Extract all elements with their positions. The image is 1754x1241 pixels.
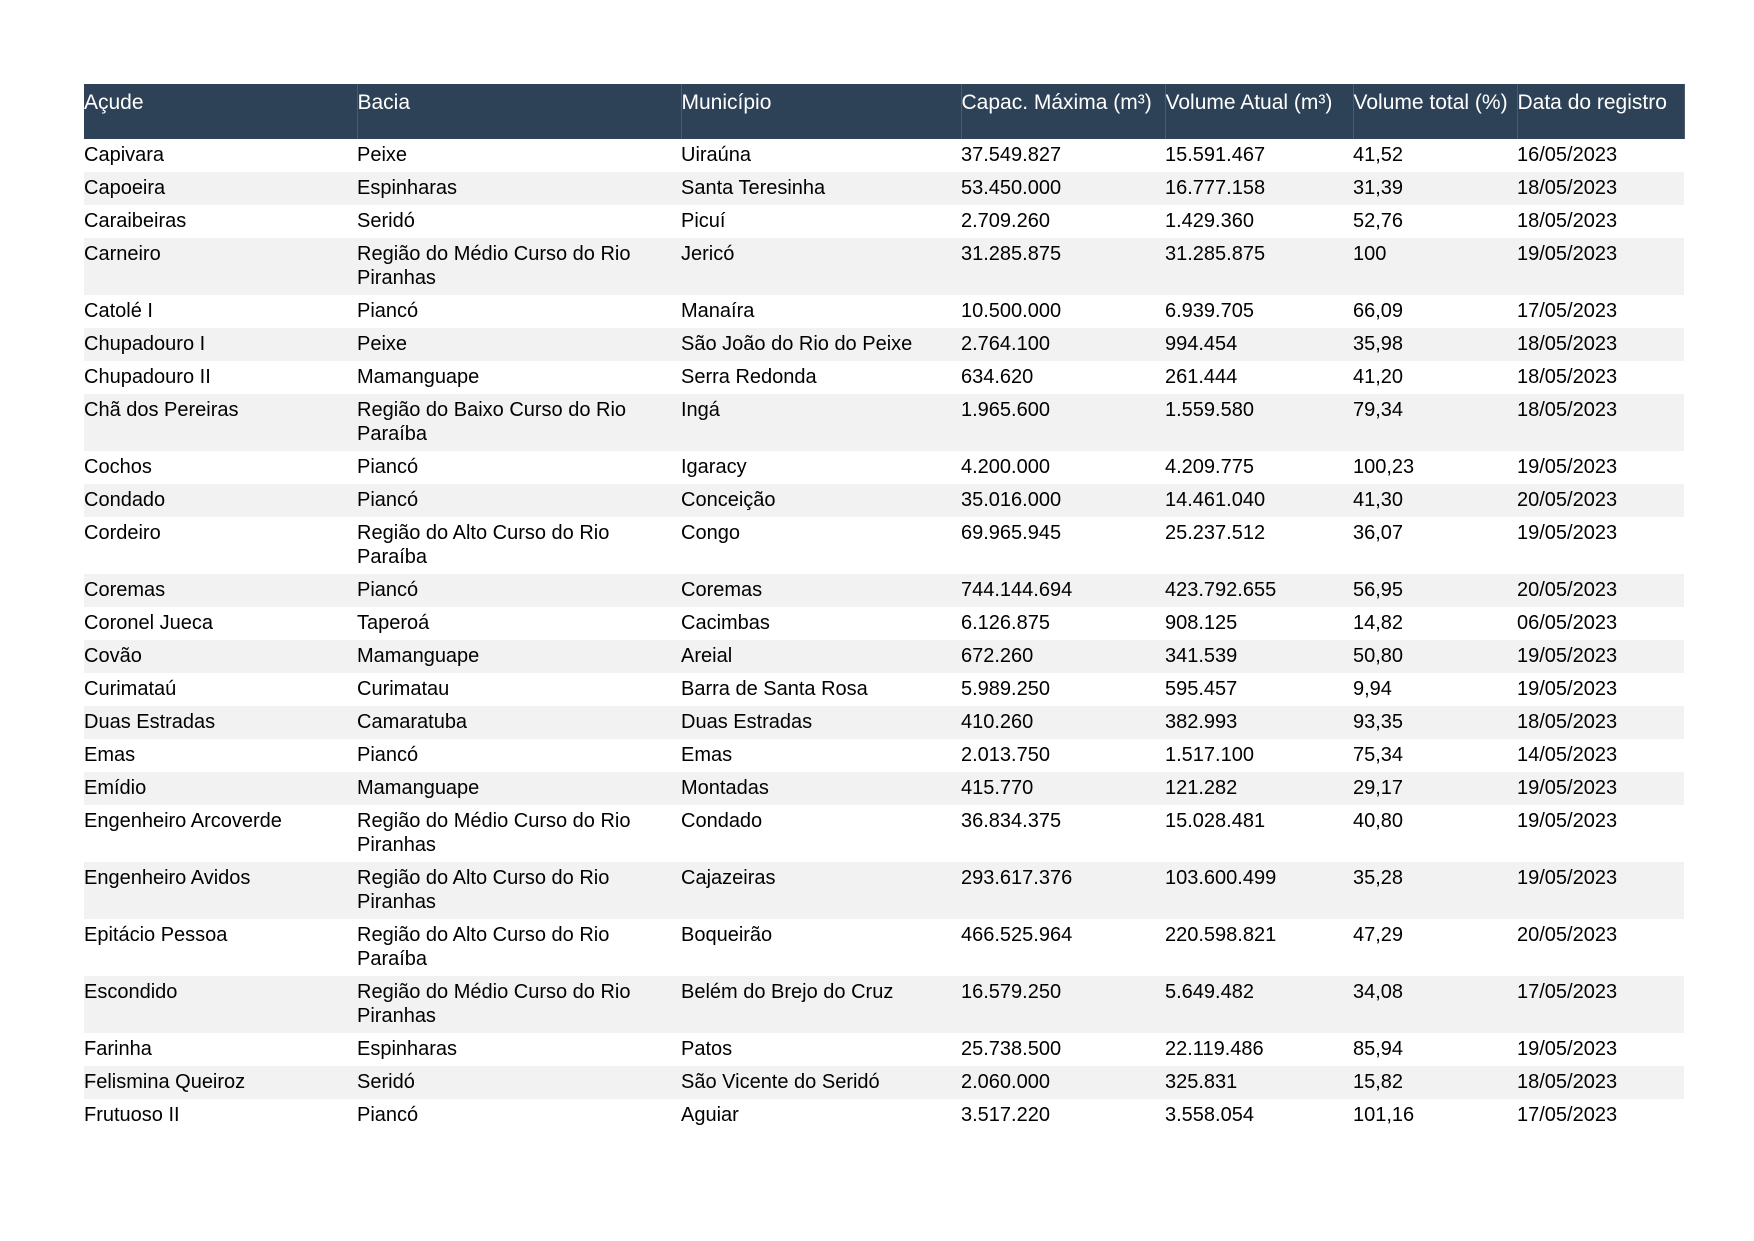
cell-volume-total: 47,29 — [1353, 924, 1404, 946]
cell-volume-atual: 261.444 — [1165, 366, 1238, 388]
cell-data-registro: 18/05/2023 — [1517, 399, 1618, 421]
cell-volume-total: 35,98 — [1353, 333, 1404, 355]
cell-volume-total: 40,80 — [1353, 810, 1404, 832]
cell-bacia: Taperoá — [357, 612, 430, 634]
cell-capacidade-maxima: 36.834.375 — [961, 810, 1062, 832]
cell-bacia: Seridó — [357, 210, 415, 232]
cell-bacia: Região do Médio Curso do Rio Piranhas — [357, 243, 631, 289]
cell-bacia: Mamanguape — [357, 366, 480, 388]
cell-volume-total: 15,82 — [1353, 1071, 1404, 1093]
cell-bacia: Espinharas — [357, 1038, 458, 1060]
table-row — [84, 139, 1684, 172]
cell-bacia: Seridó — [357, 1071, 415, 1093]
cell-acude: Engenheiro Avidos — [84, 867, 251, 889]
cell-volume-atual: 15.028.481 — [1165, 810, 1266, 832]
cell-capacidade-maxima: 466.525.964 — [961, 924, 1073, 946]
cell-acude: Chã dos Pereiras — [84, 399, 239, 421]
cell-volume-atual: 1.517.100 — [1165, 744, 1254, 766]
cell-volume-atual: 595.457 — [1165, 678, 1238, 700]
cell-bacia: Mamanguape — [357, 645, 480, 667]
cell-capacidade-maxima: 2.709.260 — [961, 210, 1050, 232]
cell-bacia: Região do Médio Curso do Rio Piranhas — [357, 810, 631, 856]
cell-capacidade-maxima: 2.013.750 — [961, 744, 1050, 766]
cell-capacidade-maxima: 2.764.100 — [961, 333, 1050, 355]
cell-municipio: Ingá — [681, 399, 720, 421]
cell-capacidade-maxima: 69.965.945 — [961, 522, 1062, 544]
cell-volume-atual: 25.237.512 — [1165, 522, 1266, 544]
table-row — [84, 328, 1684, 361]
cell-data-registro: 19/05/2023 — [1517, 522, 1618, 544]
cell-data-registro: 19/05/2023 — [1517, 1038, 1618, 1060]
cell-acude: Curimataú — [84, 678, 177, 700]
table-row — [84, 517, 1684, 574]
cell-volume-total: 66,09 — [1353, 300, 1404, 322]
cell-bacia: Região do Alto Curso do Rio Paraíba — [357, 522, 610, 568]
table-row — [84, 607, 1684, 640]
cell-acude: Cochos — [84, 456, 152, 478]
table-body — [84, 139, 1684, 1132]
cell-data-registro: 18/05/2023 — [1517, 177, 1618, 199]
cell-data-registro: 18/05/2023 — [1517, 210, 1618, 232]
cell-volume-atual: 14.461.040 — [1165, 489, 1266, 511]
cell-municipio: Conceição — [681, 489, 776, 511]
cell-volume-total: 34,08 — [1353, 981, 1404, 1003]
cell-data-registro: 17/05/2023 — [1517, 300, 1618, 322]
cell-bacia: Camaratuba — [357, 711, 468, 733]
cell-acude: Emas — [84, 744, 136, 766]
table-row — [84, 673, 1684, 706]
cell-capacidade-maxima: 10.500.000 — [961, 300, 1062, 322]
cell-bacia: Curimatau — [357, 678, 450, 700]
cell-bacia: Região do Alto Curso do Rio Paraíba — [357, 924, 610, 970]
cell-municipio: Patos — [681, 1038, 733, 1060]
cell-acude: Condado — [84, 489, 166, 511]
header-row — [84, 84, 1684, 139]
cell-bacia: Piancó — [357, 489, 419, 511]
table-row — [84, 919, 1684, 976]
cell-bacia: Espinharas — [357, 177, 458, 199]
cell-data-registro: 19/05/2023 — [1517, 456, 1618, 478]
cell-bacia: Peixe — [357, 333, 408, 355]
table-row — [84, 640, 1684, 673]
cell-data-registro: 19/05/2023 — [1517, 678, 1618, 700]
cell-volume-atual: 423.792.655 — [1165, 579, 1277, 601]
table-row — [84, 976, 1684, 1033]
cell-volume-atual: 4.209.775 — [1165, 456, 1254, 478]
reservoir-table-sheet — [84, 84, 1684, 1132]
cell-volume-total: 50,80 — [1353, 645, 1404, 667]
cell-volume-total: 35,28 — [1353, 867, 1404, 889]
cell-volume-total: 100,23 — [1353, 456, 1415, 478]
cell-acude: Felismina Queiroz — [84, 1071, 246, 1093]
cell-municipio: Belém do Brejo do Cruz — [681, 981, 894, 1003]
cell-municipio: São Vicente do Seridó — [681, 1071, 880, 1093]
cell-volume-atual: 325.831 — [1165, 1071, 1238, 1093]
table-row — [84, 805, 1684, 862]
cell-bacia: Peixe — [357, 144, 408, 166]
cell-data-registro: 18/05/2023 — [1517, 711, 1618, 733]
cell-volume-total: 41,20 — [1353, 366, 1404, 388]
cell-data-registro: 16/05/2023 — [1517, 144, 1618, 166]
cell-acude: Farinha — [84, 1038, 152, 1060]
cell-volume-total: 9,94 — [1353, 678, 1392, 700]
cell-volume-total: 79,34 — [1353, 399, 1404, 421]
table-row — [84, 484, 1684, 517]
header-bacia: Bacia — [357, 84, 681, 139]
cell-municipio: Coremas — [681, 579, 763, 601]
cell-data-registro: 19/05/2023 — [1517, 777, 1618, 799]
cell-data-registro: 18/05/2023 — [1517, 366, 1618, 388]
cell-volume-atual: 1.429.360 — [1165, 210, 1254, 232]
cell-data-registro: 19/05/2023 — [1517, 645, 1618, 667]
cell-municipio: Aguiar — [681, 1104, 739, 1126]
cell-volume-total: 93,35 — [1353, 711, 1404, 733]
cell-municipio: Santa Teresinha — [681, 177, 826, 199]
cell-data-registro: 18/05/2023 — [1517, 333, 1618, 355]
table-row — [84, 205, 1684, 238]
cell-volume-total: 36,07 — [1353, 522, 1404, 544]
table-row — [84, 1099, 1684, 1132]
cell-acude: Capivara — [84, 144, 165, 166]
cell-acude: Catolé I — [84, 300, 153, 322]
cell-acude: Capoeira — [84, 177, 166, 199]
table-row — [84, 706, 1684, 739]
cell-capacidade-maxima: 16.579.250 — [961, 981, 1062, 1003]
cell-volume-total: 31,39 — [1353, 177, 1404, 199]
cell-volume-atual: 15.591.467 — [1165, 144, 1266, 166]
cell-capacidade-maxima: 744.144.694 — [961, 579, 1073, 601]
cell-municipio: Montadas — [681, 777, 769, 799]
cell-volume-total: 41,52 — [1353, 144, 1404, 166]
cell-acude: Covão — [84, 645, 142, 667]
cell-volume-total: 85,94 — [1353, 1038, 1404, 1060]
cell-data-registro: 18/05/2023 — [1517, 1071, 1618, 1093]
cell-data-registro: 20/05/2023 — [1517, 579, 1618, 601]
header-capacidade-maxima: Capac. Máxima (m³) — [961, 84, 1165, 139]
header-municipio: Município — [681, 84, 961, 139]
cell-data-registro: 20/05/2023 — [1517, 924, 1618, 946]
cell-volume-total: 101,16 — [1353, 1104, 1415, 1126]
cell-bacia: Região do Baixo Curso do Rio Paraíba — [357, 399, 627, 445]
cell-acude: Escondido — [84, 981, 178, 1003]
cell-capacidade-maxima: 4.200.000 — [961, 456, 1050, 478]
cell-volume-atual: 31.285.875 — [1165, 243, 1266, 265]
cell-municipio: Duas Estradas — [681, 711, 813, 733]
cell-volume-atual: 382.993 — [1165, 711, 1238, 733]
cell-municipio: Manaíra — [681, 300, 755, 322]
cell-municipio: Igaracy — [681, 456, 747, 478]
cell-municipio: São João do Rio do Peixe — [681, 333, 913, 355]
reservoir-table — [84, 84, 1685, 1132]
cell-municipio: Cajazeiras — [681, 867, 776, 889]
header-acude: Açude — [84, 84, 357, 139]
cell-capacidade-maxima: 293.617.376 — [961, 867, 1073, 889]
header-volume-total: Volume total (%) — [1353, 84, 1517, 139]
cell-acude: Carneiro — [84, 243, 161, 265]
cell-bacia: Piancó — [357, 579, 419, 601]
cell-acude: Engenheiro Arcoverde — [84, 810, 282, 832]
table-row — [84, 739, 1684, 772]
table-row — [84, 394, 1684, 451]
cell-capacidade-maxima: 37.549.827 — [961, 144, 1062, 166]
cell-bacia: Região do Médio Curso do Rio Piranhas — [357, 981, 631, 1027]
cell-capacidade-maxima: 35.016.000 — [961, 489, 1062, 511]
table-row — [84, 361, 1684, 394]
cell-volume-atual: 16.777.158 — [1165, 177, 1266, 199]
cell-volume-total: 56,95 — [1353, 579, 1404, 601]
cell-acude: Chupadouro II — [84, 366, 211, 388]
table-row — [84, 238, 1684, 295]
table-row — [84, 295, 1684, 328]
cell-acude: Epitácio Pessoa — [84, 924, 228, 946]
cell-capacidade-maxima: 415.770 — [961, 777, 1034, 799]
cell-data-registro: 14/05/2023 — [1517, 744, 1618, 766]
table-row — [84, 772, 1684, 805]
cell-capacidade-maxima: 25.738.500 — [961, 1038, 1062, 1060]
cell-capacidade-maxima: 3.517.220 — [961, 1104, 1050, 1126]
cell-data-registro: 19/05/2023 — [1517, 810, 1618, 832]
cell-acude: Frutuoso II — [84, 1104, 180, 1126]
cell-municipio: Cacimbas — [681, 612, 770, 634]
cell-volume-total: 100 — [1353, 243, 1387, 265]
cell-volume-total: 41,30 — [1353, 489, 1404, 511]
cell-volume-atual: 220.598.821 — [1165, 924, 1277, 946]
cell-capacidade-maxima: 2.060.000 — [961, 1071, 1050, 1093]
table-row — [84, 1066, 1684, 1099]
cell-volume-atual: 103.600.499 — [1165, 867, 1277, 889]
cell-municipio: Barra de Santa Rosa — [681, 678, 868, 700]
cell-bacia: Piancó — [357, 456, 419, 478]
cell-municipio: Picuí — [681, 210, 726, 232]
cell-volume-total: 75,34 — [1353, 744, 1404, 766]
cell-volume-atual: 908.125 — [1165, 612, 1238, 634]
cell-capacidade-maxima: 53.450.000 — [961, 177, 1062, 199]
cell-municipio: Uiraúna — [681, 144, 752, 166]
cell-volume-atual: 341.539 — [1165, 645, 1238, 667]
cell-municipio: Serra Redonda — [681, 366, 817, 388]
cell-data-registro: 19/05/2023 — [1517, 867, 1618, 889]
cell-bacia: Piancó — [357, 300, 419, 322]
cell-capacidade-maxima: 634.620 — [961, 366, 1034, 388]
cell-data-registro: 19/05/2023 — [1517, 243, 1618, 265]
cell-capacidade-maxima: 1.965.600 — [961, 399, 1050, 421]
cell-volume-total: 14,82 — [1353, 612, 1404, 634]
cell-bacia: Piancó — [357, 1104, 419, 1126]
cell-data-registro: 06/05/2023 — [1517, 612, 1618, 634]
cell-acude: Duas Estradas — [84, 711, 216, 733]
cell-municipio: Condado — [681, 810, 763, 832]
cell-volume-atual: 994.454 — [1165, 333, 1238, 355]
cell-volume-total: 52,76 — [1353, 210, 1404, 232]
table-row — [84, 574, 1684, 607]
cell-volume-atual: 6.939.705 — [1165, 300, 1254, 322]
cell-bacia: Região do Alto Curso do Rio Piranhas — [357, 867, 610, 913]
table-row — [84, 172, 1684, 205]
table-row — [84, 451, 1684, 484]
cell-bacia: Mamanguape — [357, 777, 480, 799]
cell-data-registro: 17/05/2023 — [1517, 1104, 1618, 1126]
cell-data-registro: 20/05/2023 — [1517, 489, 1618, 511]
header-data-registro: Data do registro — [1517, 84, 1684, 139]
cell-municipio: Emas — [681, 744, 733, 766]
cell-bacia: Piancó — [357, 744, 419, 766]
cell-volume-atual: 1.559.580 — [1165, 399, 1254, 421]
cell-acude: Cordeiro — [84, 522, 161, 544]
header-volume-atual: Volume Atual (m³) — [1165, 84, 1353, 139]
table-row — [84, 862, 1684, 919]
cell-acude: Emídio — [84, 777, 147, 799]
cell-data-registro: 17/05/2023 — [1517, 981, 1618, 1003]
table-row — [84, 1033, 1684, 1066]
cell-municipio: Jericó — [681, 243, 735, 265]
cell-capacidade-maxima: 672.260 — [961, 645, 1034, 667]
cell-volume-atual: 5.649.482 — [1165, 981, 1254, 1003]
cell-municipio: Areial — [681, 645, 733, 667]
cell-capacidade-maxima: 6.126.875 — [961, 612, 1050, 634]
cell-capacidade-maxima: 410.260 — [961, 711, 1034, 733]
cell-capacidade-maxima: 31.285.875 — [961, 243, 1062, 265]
cell-volume-total: 29,17 — [1353, 777, 1404, 799]
cell-volume-atual: 22.119.486 — [1165, 1038, 1264, 1060]
cell-volume-atual: 3.558.054 — [1165, 1104, 1254, 1126]
cell-volume-atual: 121.282 — [1165, 777, 1238, 799]
cell-acude: Caraibeiras — [84, 210, 187, 232]
table-header — [84, 84, 1684, 139]
cell-municipio: Congo — [681, 522, 740, 544]
cell-capacidade-maxima: 5.989.250 — [961, 678, 1050, 700]
cell-municipio: Boqueirão — [681, 924, 773, 946]
cell-acude: Coremas — [84, 579, 166, 601]
cell-acude: Chupadouro I — [84, 333, 206, 355]
cell-acude: Coronel Jueca — [84, 612, 213, 634]
